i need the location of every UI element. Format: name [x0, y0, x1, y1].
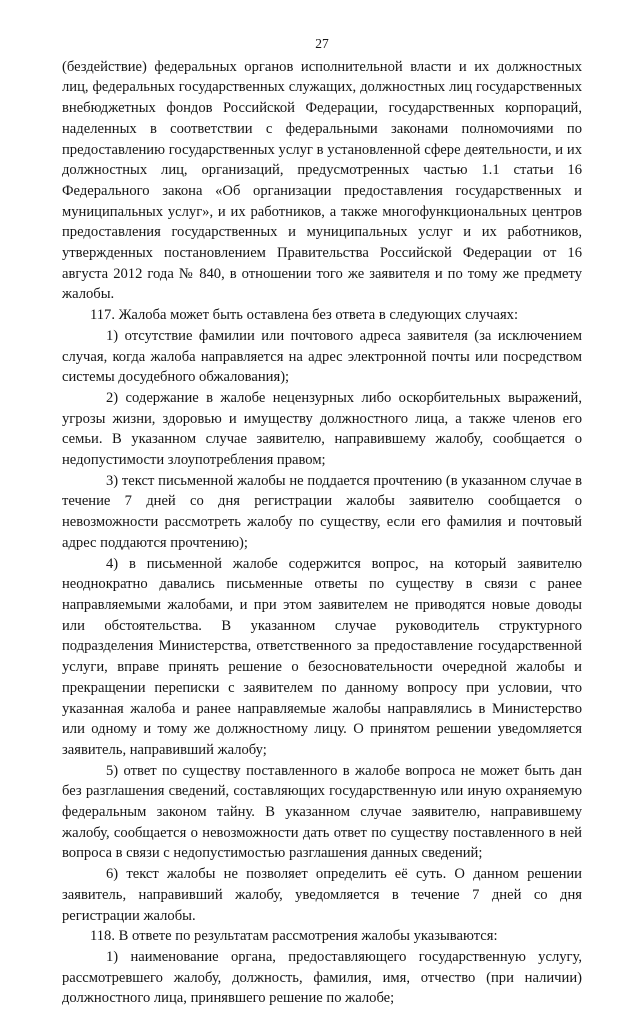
paragraph-subitem-3: 3) текст письменной жалобы не поддается прочтению (в указанном случае в течение 7 дней со дня регистрации жалобы заявителю сообщается о невозможности рассмотреть жалобу по существу, если его фамилия и почтовый адрес поддаются прочтению);: [62, 472, 582, 551]
paragraph-subitem-6: 6) текст жалобы не позволяет определить её суть. О данном решении заявитель, направивший жалобу, уведомляется в течение 7 дней со дня регистрации жалобы.: [62, 866, 582, 924]
paragraph-item-117: 117. Жалоба может быть оставлена без ответа в следующих случаях:: [90, 307, 519, 324]
paragraph-subitem-2: 2) содержание в жалобе нецензурных либо оскорбительных выражений, угрозы жизни, здоровью и имуществу должностного лица, а также членов его семьи. В указанном случае заявителю, направившему жалобу, сообщается о недопустимости злоупотребления правом;: [62, 389, 582, 469]
paragraph-subitem-4: 4) в письменной жалобе содержится вопрос, на который заявителю неоднократно давались письменные ответы по существу в связи с ранее направляемыми жалобами, и при этом заявителем не приводятся новые доводы или обстоятельства. В указанном случае руководитель структурного подразделения Министерства, ответственного за предоставление государственной услуги, вправе принять решение о безосновательности очередной жалобы и прекращении переписки с заявителем по данному вопросу при условии, что указанная жалоба и ранее направляемые жалобы направлялись в Министерство или одному и тому же должностному лицу. О принятом решении уведомляется заявитель, направивший жалобу;: [62, 555, 582, 758]
paragraph-item-118: 118. В ответе по результатам рассмотрения жалобы указываются:: [90, 928, 498, 945]
paragraph-subitem-118-1: 1) наименование органа, предоставляющего государственную услугу, рассмотревшего жалобу, должность, фамилия, имя, отчество (при наличии) должностного лица, принявшего решение по жалобе;: [62, 948, 582, 1007]
page-number: 27: [315, 36, 329, 51]
paragraph-subitem-5: 5) ответ по существу поставленного в жалобе вопроса не может быть дан без разглашения сведений, составляющих государственную или иную охраняемую федеральным законом тайну. В указанном случае заявителю, направившему жалобу, сообщается о невозможности дать ответ по существу поставленного в ней вопроса в связи с недопустимостью разглашения данных сведений;: [62, 762, 582, 862]
paragraph-subitem-1: 1) отсутствие фамилии или почтового адреса заявителя (за исключением случая, когда жалоба направляется на адрес электронной почты или посредством системы досудебного обжалования);: [62, 327, 582, 386]
document-page: [62, 34, 582, 1009]
paragraph-continuation: (бездействие) федеральных органов исполнительной власти и их должностных лиц, федеральных государственных служащих, должностных лиц государственных внебюджетных фондов Российской Федерации, государственных корпораций, наделенных в соответствии с федеральными законами полномочиями по предоставлению государственных услуг в установленной сфере деятельности, и их должностных лиц, организаций, предусмотренных частью 1.1 статьи 16 Федерального закона «Об организации предоставления государственных и муниципальных услуг», и их работников, а также многофункциональных центров предоставления государственных и муниципальных услуг и их работников, утвержденных постановлением Правительства Российской Федерации от 16 августа 2012 года № 840, в отношении того же заявителя и по тому же предмету жалобы.: [62, 58, 582, 303]
